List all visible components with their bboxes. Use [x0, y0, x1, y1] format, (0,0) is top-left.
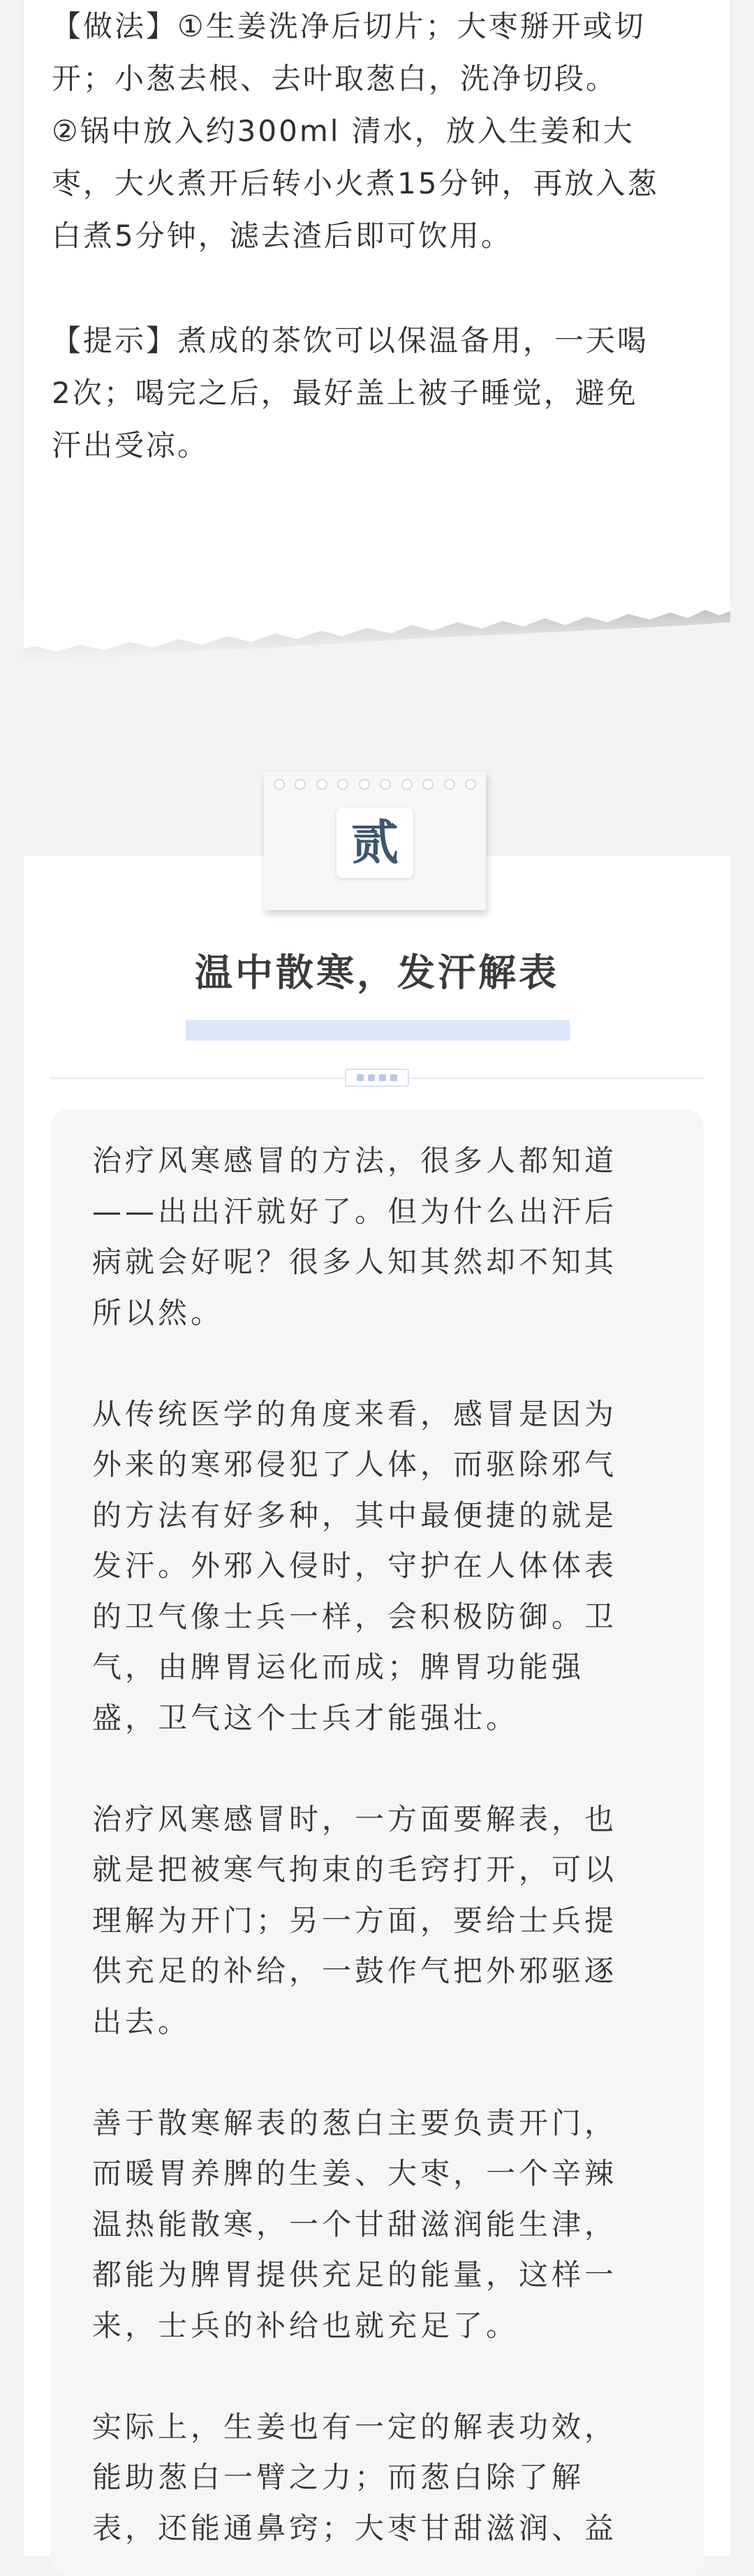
tip-line: 【提示】煮成的茶饮可以保温备用，一天喝 [52, 323, 649, 358]
body-line: 表，还能通鼻窍；大枣甘甜滋润、益 [92, 2510, 618, 2545]
paragraph-gap [92, 2047, 672, 2098]
body-line: 而暖胃养脾的生姜、大枣，一个辛辣 [92, 2156, 618, 2190]
body-line: 理解为开门；另一方面，要给士兵提 [92, 1903, 618, 1938]
recipe-line: 开；小葱去根、去叶取葱白，洗净切段。 [52, 61, 618, 96]
section-number: 贰 [337, 808, 413, 878]
body-line: 所以然。 [92, 1295, 224, 1330]
paragraph-gap [52, 262, 708, 314]
divider-ornament [345, 1069, 409, 1087]
body-line: 都能为脾胃提供充足的能量，这样一 [92, 2257, 618, 2292]
title-highlight-bar [186, 1020, 570, 1041]
paragraph-gap [92, 1743, 672, 1794]
body-line: 气，由脾胃运化而成；脾胃功能强 [92, 1650, 585, 1684]
body-line: 盛，卫气这个士兵才能强壮。 [92, 1700, 519, 1735]
body-line: 治疗风寒感冒的方法，很多人都知道 [92, 1143, 618, 1178]
notebook-holes [274, 779, 476, 791]
tip-line: 汗出受凉。 [52, 428, 209, 462]
body-line: 来，士兵的补给也就充足了。 [92, 2308, 519, 2343]
section-title: 温中散寒，发汗解表 [195, 951, 559, 995]
torn-paper-edge [0, 569, 754, 681]
body-line: 就是把被寒气拘束的毛窍打开，可以 [92, 1852, 618, 1887]
body-line: 能助葱白一臂之力；而葱白除了解 [92, 2460, 585, 2494]
body-line: 发汗。外邪入侵时，守护在人体体表 [92, 1549, 618, 1583]
recipe-line: 白煮5分钟，滤去渣后即可饮用。 [52, 219, 512, 253]
section-number-badge [264, 772, 486, 910]
body-line: 的方法有好多种，其中最便捷的就是 [92, 1498, 618, 1532]
body-line: 的卫气像士兵一样，会积极防御。卫 [92, 1599, 618, 1634]
paragraph-gap [92, 1338, 672, 1389]
body-line: 出去。 [92, 2004, 191, 2039]
body-line: 温热能散寒，一个甘甜滋润能生津， [92, 2207, 618, 2241]
body-line: 从传统医学的角度来看，感冒是因为 [92, 1396, 618, 1431]
body-line: 治疗风寒感冒时，一方面要解表，也 [92, 1801, 618, 1836]
tip-line: 2次；喝完之后，最好盖上被子睡觉，避免 [52, 376, 638, 410]
recipe-text [52, 0, 708, 471]
article-body [92, 1136, 672, 2554]
body-line: 善于散寒解表的葱白主要负责开门， [92, 2105, 618, 2140]
body-line: ——出出汗就好了。但为什么出汗后 [92, 1194, 618, 1229]
body-line: 外来的寒邪侵犯了人体，而驱除邪气 [92, 1447, 618, 1481]
paragraph-gap [92, 2351, 672, 2402]
body-line: 供充足的补给，一鼓作气把外邪驱逐 [92, 1954, 618, 1988]
body-line: 病就会好呢？很多人知其然却不知其 [92, 1245, 618, 1279]
recipe-line: 枣，大火煮开后转小火煮15分钟，再放入葱 [52, 166, 659, 200]
recipe-line: 【做法】①生姜洗净后切片；大枣掰开或切 [52, 9, 646, 43]
body-line: 实际上，生姜也有一定的解表功效， [92, 2409, 618, 2444]
recipe-line: ②锅中放入约300ml 清水，放入生姜和大 [52, 114, 635, 148]
